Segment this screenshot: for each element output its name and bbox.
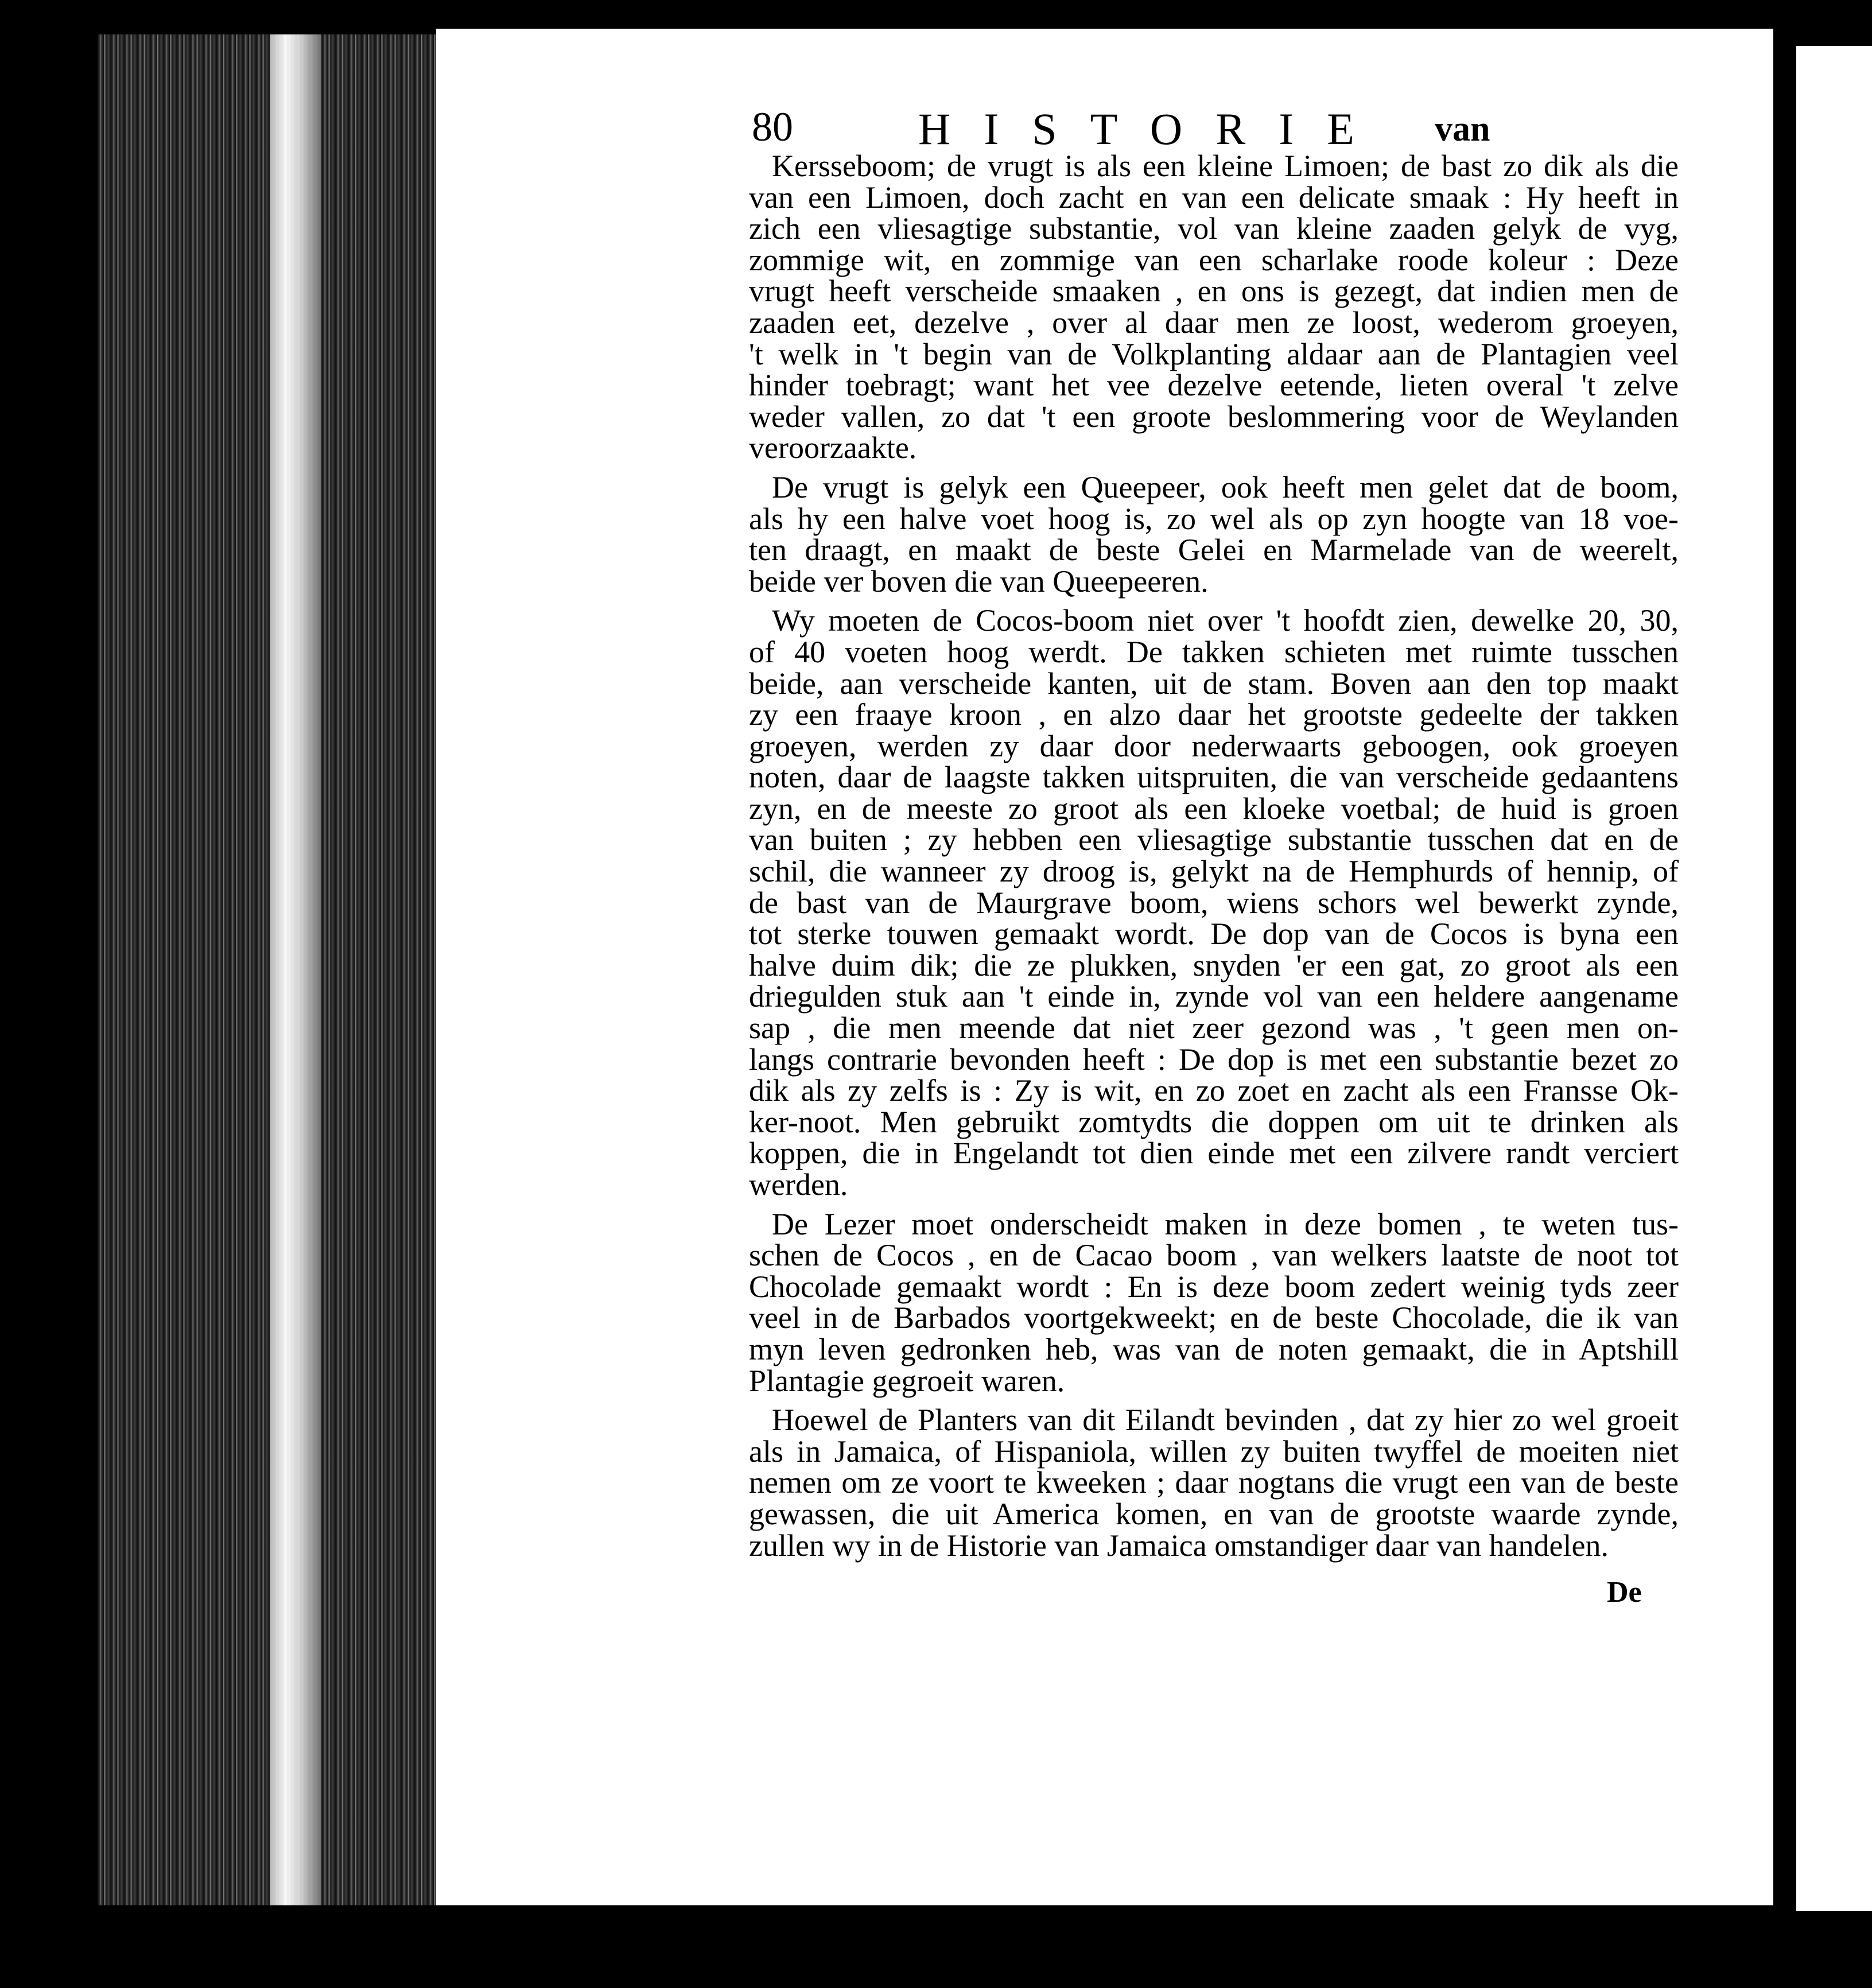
text-line: noten, daar de laagste takken uitspruiten, die van verscheide gedaantens [749, 760, 1679, 795]
text-line: driegulden stuk aan 't einde in, zynde vol van een heldere aangename [749, 979, 1679, 1014]
text-line: langs contrarie bevonden heeft : De dop is met een substantie bezet zo [749, 1042, 1679, 1077]
text-line: zullen wy in de Historie van Jamaica omstandiger daar van handelen. [749, 1528, 1609, 1563]
text-line: beide ver boven die van Queepeeren. [749, 564, 1209, 599]
text-line: halve duim dik; die ze plukken, snyden 'er een gat, zo groot als een [749, 948, 1679, 983]
text-line: 't welk in 't begin van de Volkplanting aldaar aan de Plantagien veel [749, 336, 1679, 371]
text-line: of 40 voeten hoog werdt. De takken schieten met ruimte tusschen [749, 634, 1679, 669]
text-line: nemen om ze voort te kweeken ; daar nogtans die vrugt een van de beste [749, 1465, 1679, 1500]
text-line: hinder toebragt; want het vee dezelve eetende, lieten overal 't zelve [749, 368, 1679, 403]
text-line: sap , die men meende dat niet zeer gezond was , 't geen men on- [749, 1011, 1679, 1046]
book-page-edges [98, 34, 436, 1905]
text-line: zich een vliesagtige substantie, vol van kleine zaaden gelyk de vyg, [749, 211, 1679, 246]
text-line: Hoewel de Planters van dit Eilandt bevinden , dat zy hier zo wel groeit [772, 1403, 1679, 1438]
text-line: De vrugt is gelyk een Queepeer, ook heeft men gelet dat de boom, [772, 469, 1679, 504]
text-line: werden. [749, 1167, 848, 1202]
text-line: beide, aan verscheide kanten, uit de stam. Boven aan den top maakt [749, 666, 1679, 701]
text-line: als hy een halve voet hoog is, zo wel als op zyn hoogte van 18 voe- [749, 501, 1679, 536]
text-line: veel in de Barbados voortgekweekt; en de beste Chocolade, die ik van [749, 1300, 1679, 1335]
catchword: De [1607, 1576, 1642, 1609]
text-line: Wy moeten de Cocos-boom niet over 't hoofdt zien, dewelke 20, 30, [772, 603, 1679, 638]
text-line: dik als zy zelfs is : Zy is wit, en zo zoet en zacht als een Fransse Ok- [749, 1073, 1679, 1108]
text-line: van een Limoen, doch zacht en van een delicate smaak : Hy heeft in [749, 180, 1679, 215]
text-line: Plantagie gegroeit waren. [749, 1363, 1065, 1398]
running-title: HISTORIE [918, 104, 1388, 154]
text-line: tot sterke touwen gemaakt wordt. De dop van de Cocos is byna een [749, 917, 1679, 952]
text-line: schil, die wanneer zy droog is, gelykt na de Hemphurds of hennip, of [749, 854, 1679, 889]
facing-page-edge [1796, 46, 1872, 1911]
text-line: de bast van de Maurgrave boom, wiens schors wel bewerkt zynde, [749, 885, 1679, 920]
text-line: zommige wit, en zommige van een scharlake roode koleur : Deze [749, 242, 1679, 277]
text-line: vrugt heeft verscheide smaaken , en ons is gezegt, dat indien men de [749, 274, 1679, 309]
text-line: van buiten ; zy hebben een vliesagtige substantie tusschen dat en de [749, 822, 1679, 857]
text-line: myn leven gedronken heb, was van de noten gemaakt, die in Aptshill [749, 1331, 1679, 1366]
text-line: De Lezer moet onderscheidt maken in deze bomen , te weten tus- [772, 1206, 1679, 1241]
text-line: Chocolade gemaakt wordt : En is deze boom zedert weinig tyds zeer [749, 1269, 1679, 1304]
text-line: weder vallen, zo dat 't een groote beslommering voor de Weylanden [749, 399, 1679, 434]
page-number: 80 [752, 104, 793, 150]
page-body-text [749, 150, 1679, 1561]
text-line: Kersseboom; de vrugt is als een kleine Limoen; de bast zo dik als die [772, 149, 1679, 183]
text-line: groeyen, werden zy daar door nederwaarts geboogen, ook groeyen [749, 728, 1679, 763]
text-line: zaaden eet, dezelve , over al daar men ze loost, wederom groeyen, [749, 305, 1679, 340]
text-line: veroorzaakte. [749, 430, 917, 465]
text-line: schen de Cocos , en de Cacao boom , van welkers laatste de noot tot [749, 1238, 1679, 1273]
text-line: zy een fraaye kroon , en alzo daar het grootste gedeelte der takken [749, 697, 1679, 732]
text-line: als in Jamaica, of Hispaniola, willen zy buiten twyffel de moeiten niet [749, 1434, 1679, 1469]
text-line: gewassen, die uit America komen, en van de grootste waarde zynde, [749, 1496, 1679, 1531]
text-line: ten draagt, en maakt de beste Gelei en Marmelade van de weerelt, [749, 533, 1679, 568]
text-line: zyn, en de meeste zo groot als een kloeke voetbal; de huid is groen [749, 791, 1679, 826]
text-line: koppen, die in Engelandt tot dien einde met een zilvere randt verciert [749, 1136, 1679, 1171]
text-line: ker-noot. Men gebruikt zomtydts die doppen om uit te drinken als [749, 1104, 1679, 1139]
running-title-continuation: van [1435, 110, 1490, 149]
